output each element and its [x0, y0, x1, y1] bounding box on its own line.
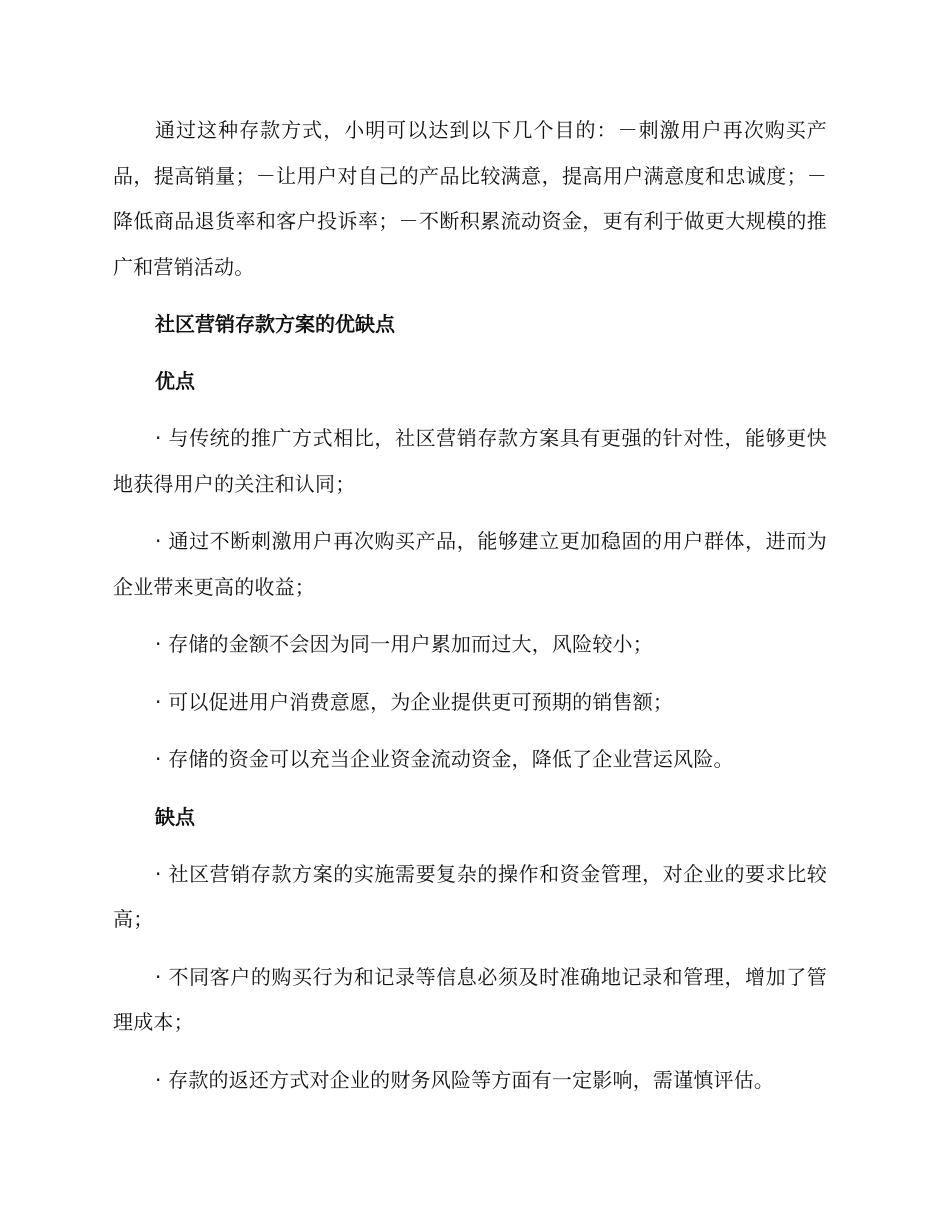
- pros-item: · 与传统的推广方式相比，社区营销存款方案具有更强的针对性，能够更快地获得用户的关注和认同；: [113, 426, 827, 496]
- pros-item: · 可以促进用户消费意愿，为企业提供更可预期的销售额；: [155, 689, 674, 714]
- section-title: 社区营销存款方案的优缺点: [155, 312, 395, 336]
- pros-heading: 优点: [155, 369, 195, 393]
- document-page: [113, 108, 827, 1115]
- cons-item: · 社区营销存款方案的实施需要复杂的操作和资金管理，对企业的要求比较高；: [113, 861, 827, 931]
- pros-item: · 存储的金额不会因为同一用户累加而过大，风险较小；: [155, 632, 653, 656]
- cons-heading: 缺点: [155, 804, 195, 829]
- intro-paragraph: 通过这种存款方式，小明可以达到以下几个目的：－刺激用户再次购买产品，提高销量；－让用户对自己的产品比较满意，提高用户满意度和忠诚度；－降低商品退货率和客户投诉率；－不断积累流动资金，更有利于做更大规模的推广和营销活动。: [113, 118, 827, 279]
- pros-item: · 通过不断刺激用户再次购买产品，能够建立更加稳固的用户群体，进而为企业带来更高的收益；: [113, 529, 827, 599]
- cons-item: · 存款的返还方式对企业的财务风险等方面有一定影响，需谨慎评估。: [155, 1067, 775, 1092]
- pros-item: · 存储的资金可以充当企业资金流动资金，降低了企业营运风险。: [155, 747, 734, 771]
- cons-item: · 不同客户的购买行为和记录等信息必须及时准确地记录和管理，增加了管理成本；: [113, 964, 827, 1034]
